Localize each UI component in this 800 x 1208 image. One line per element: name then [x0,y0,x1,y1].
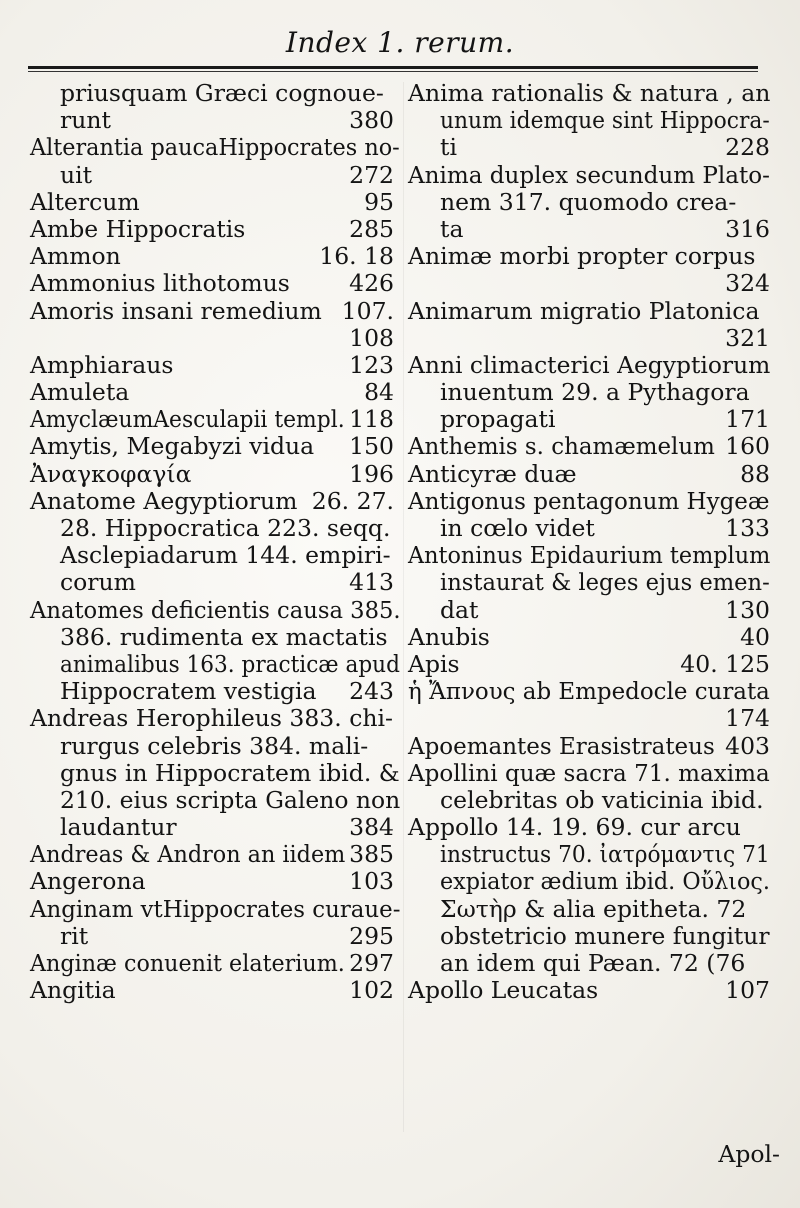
index-line [30,923,400,950]
index-entry-text: Anticyræ duæ [408,459,577,488]
index-line [30,80,400,107]
index-line [30,814,400,841]
index-page-ref: 16. 18 [319,242,394,271]
index-entry-text: Anatomes deficientis causa 385. [30,595,401,624]
index-entry-text: celebritas ob vaticinia ibid. [440,785,764,814]
index-entry-text: Apoemantes Erasistrateus [408,731,715,760]
index-line [30,733,400,760]
index-line [408,597,770,624]
index-line [30,298,400,325]
index-entry-text: Anima rationalis & natura , an [408,79,771,107]
index-entry-text: Andreas Herophileus 383. chi- [30,704,393,733]
index-entry-text: expiator ædium ibid. Οὔλιος. [440,867,770,896]
index-page-ref: 295 [349,921,394,950]
index-entry-text: Altercum [30,187,140,216]
index-line [408,733,770,760]
index-entry-text: Alterantia paucaHippocrates no- [30,133,400,162]
index-page-ref: 243 [349,677,394,706]
index-line [408,923,770,950]
index-line [408,678,770,705]
index-line [408,977,770,1004]
index-line [30,896,400,923]
index-line [408,325,770,352]
index-page-ref: 118 [349,405,394,434]
index-line [30,379,400,406]
index-entry-text: Animarum migratio Platonica [408,296,760,325]
index-page-ref: 95 [364,187,394,216]
index-line [408,950,770,977]
index-line [30,134,400,161]
index-page-ref: 40 [740,622,770,651]
index-entry-text: Apollo Leucatas [408,976,599,1005]
index-entry-text: corum [60,568,136,597]
index-page-ref: 84 [364,378,394,407]
index-line [30,678,400,705]
index-entry-text: instaurat & leges ejus emen- [440,568,770,597]
index-page-ref: 130 [725,595,770,624]
index-entry-text: inuentum 29. a Pythagora [440,378,750,407]
index-line [30,325,400,352]
index-line [408,760,770,787]
index-page-ref: 297 [349,949,394,977]
index-page-ref: 133 [725,514,770,542]
index-page-ref: 88 [740,459,770,488]
index-page-ref: 228 [725,133,770,162]
index-page-ref: 384 [349,813,394,842]
index-entry-text: obstetricio munere fungitur [440,921,770,950]
index-line [408,787,770,814]
index-entry-text: Apis [408,649,460,678]
index-line [30,841,400,868]
index-line [408,569,770,596]
index-line [30,243,400,270]
index-line [30,406,400,433]
index-page-ref: 107. [341,296,394,325]
index-line [30,760,400,787]
index-entry-text: an idem qui Pæan. 72 (76 [440,949,746,977]
index-entry-text: Asclepiadarum 144. empiri- [60,541,391,570]
index-entry-text: 386. rudimenta ex mactatis [60,622,388,651]
index-entry-text: Angitia [30,976,116,1005]
index-entry-text: Amuleta [30,378,130,407]
index-line [408,406,770,433]
index-entry-text: runt [60,106,111,135]
index-entry-text: unum idemque sint Hippocra- [440,106,770,135]
index-entry-text: Amphiaraus [30,350,174,379]
index-entry-text: Anginæ conuenit elaterium. [30,949,345,977]
index-page-ref: 103 [349,867,394,896]
index-line [408,379,770,406]
index-line [30,162,400,189]
index-line [408,107,770,134]
index-line [408,651,770,678]
column-gutter [403,82,404,1132]
index-entry-text: laudantur [60,813,177,842]
index-entry-text: Animæ morbi propter corpus [408,242,756,271]
index-page-ref: 196 [349,459,394,488]
index-entry-text: Σωτὴρ & alia epitheta. 72 [440,894,747,923]
index-line [30,950,400,977]
header-rule [28,66,758,69]
index-entry-text: 28. Hippocratica 223. seqq. [60,514,391,542]
index-page-ref: 123 [349,350,394,379]
index-entry-text: 210. eius scripta Galeno non [60,785,401,814]
index-line [408,868,770,895]
index-page-ref: 171 [725,405,770,434]
index-entry-text: in cœlo videt [440,514,595,542]
index-entry-text: instructus 70. ἰατρόμαντις 71 [440,840,770,869]
index-line [408,243,770,270]
index-page-ref: 102 [349,976,394,1005]
index-entry-text: Hippocratem vestigia [60,677,317,706]
index-line [30,624,400,651]
index-line [30,597,400,624]
index-line [408,841,770,868]
index-line [408,352,770,379]
running-head: Index 1. rerum. [285,26,515,59]
index-entry-text: Andreas & Andron an iidem [30,840,346,869]
index-line [408,542,770,569]
index-line [30,270,400,297]
index-entry-text: propagati [440,405,556,434]
index-entry-text: Amytis, Megabyzi vidua [30,432,315,461]
index-line [30,705,400,732]
index-line [408,216,770,243]
index-entry-text: Ammonius lithotomus [30,269,290,298]
index-line [30,433,400,460]
header-rule-thin [28,71,758,72]
index-page-ref: 385 [349,840,394,869]
index-entry-text: animalibus 163. practicæ apud [60,649,400,678]
index-line [30,787,400,814]
index-entry-text: Anubis [408,622,490,651]
index-entry-text: Antoninus Epidaurium templum [408,541,771,570]
index-page-ref: 26. 27. [311,486,394,515]
index-page-ref: 160 [725,432,770,461]
index-entry-text: Anni climacterici Aegyptiorum [408,350,771,379]
index-entry-text: gnus in Hippocratem ibid. & [60,758,400,787]
index-entry-text: Apollini quæ sacra 71. maxima [408,758,770,787]
index-line [408,270,770,297]
index-page-ref: 107 [725,976,770,1005]
index-page-ref: 108 [349,323,394,352]
index-page-ref: 316 [725,214,770,243]
index-line [408,461,770,488]
index-entry-text: ta [440,214,464,243]
index-entry-text: Ambe Hippocratis [30,214,246,243]
index-page-ref: 150 [349,432,394,461]
index-entry-text: Amoris insani remedium [30,296,322,325]
index-line [408,80,770,107]
index-line [30,488,400,515]
index-page-ref: 413 [349,568,394,597]
index-entry-text: ἡ Ἄπνους ab Empedocle curata [408,677,770,706]
index-entry-text: Anthemis s. chamæmelum [408,432,715,461]
index-line [408,433,770,460]
index-line [30,977,400,1004]
index-page-ref: 40. 125 [680,649,770,678]
index-page-ref: 321 [725,323,770,352]
index-line [30,868,400,895]
index-entry-text: rit [60,921,89,950]
index-entry-text: dat [440,595,479,624]
index-entry-text: Angerona [30,867,146,896]
index-line [408,488,770,515]
index-line [30,651,400,678]
index-entry-text: nem 317. quomodo crea- [440,187,737,216]
index-line [30,352,400,379]
index-entry-text: Anima duplex secundum Plato- [408,160,770,189]
index-page-ref: 426 [349,269,394,298]
index-entry-text: uit [60,160,93,189]
index-line [30,189,400,216]
index-page-ref: 174 [725,704,770,733]
index-page-ref: 324 [725,269,770,298]
index-line [408,189,770,216]
left-column [30,80,400,1004]
index-entry-text: rurgus celebris 384. mali- [60,731,369,760]
index-line [408,298,770,325]
index-line [408,896,770,923]
index-line [30,107,400,134]
index-entry-text: Anginam vtHippocrates curaue- [30,894,401,923]
index-entry-text: Appollo 14. 19. 69. cur arcu [408,813,741,842]
index-entry-text: Anatome Aegyptiorum [30,486,298,515]
index-entry-text: Antigonus pentagonum Hygeæ [408,486,770,515]
index-line [408,162,770,189]
index-page-ref: 272 [349,160,394,189]
index-line [30,461,400,488]
index-line [30,216,400,243]
index-entry-text: AmyclæumAesculapii templ. [30,405,345,434]
index-page-ref: 380 [349,106,394,135]
index-line [408,814,770,841]
index-entry-text: Ammon [30,242,121,271]
index-entry-text: Ἀναγκοφαγία [30,459,192,488]
index-line [408,624,770,651]
index-page-ref: 285 [349,214,394,243]
index-entry-text: ti [440,133,457,162]
index-entry-text: priusquam Græci cognoue- [60,79,384,107]
index-line [30,569,400,596]
index-line [408,134,770,161]
right-column [408,80,770,1004]
index-page-ref: 403 [725,731,770,760]
index-line [30,515,400,542]
index-line [408,705,770,732]
catchword: Apol- [718,1140,780,1168]
index-line [30,542,400,569]
index-line [408,515,770,542]
